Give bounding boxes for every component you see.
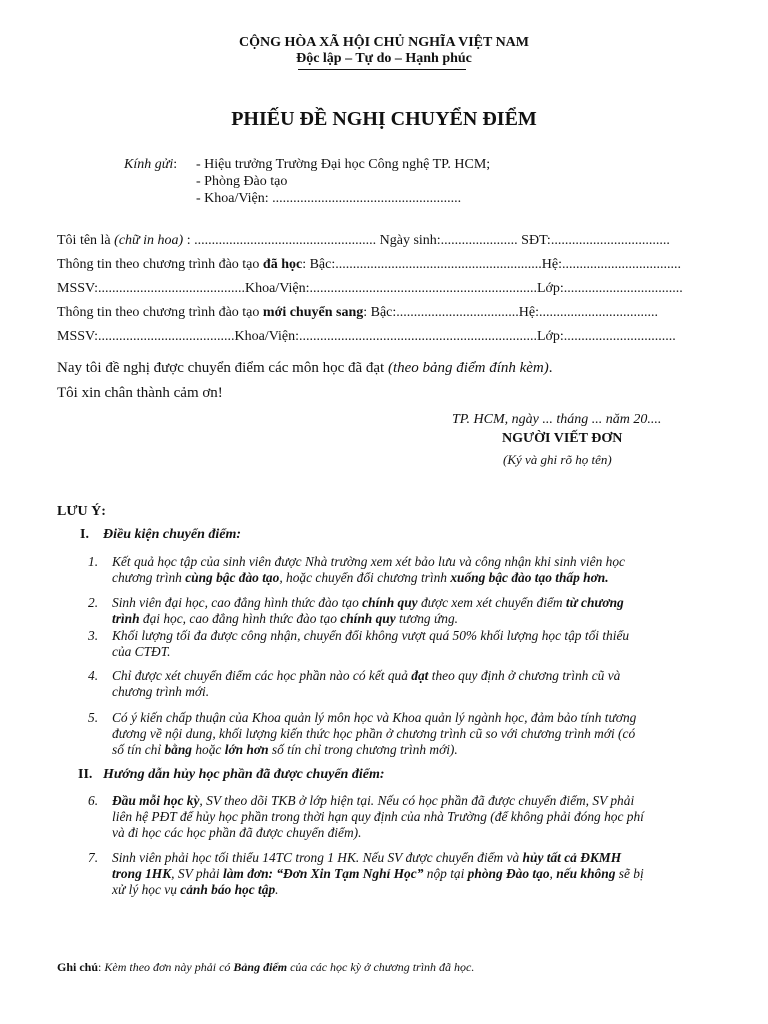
- old-program-prefix: Thông tin theo chương trình đào tạo: [57, 257, 263, 272]
- thanks-text: Tôi xin chân thành cảm ơn!: [57, 385, 223, 401]
- note-item-7-bold-g: phòng Đào tạo: [467, 866, 550, 881]
- note-item-1-number: 1.: [88, 554, 99, 569]
- request-italic: (theo bảng điểm đính kèm): [387, 360, 549, 376]
- note-item-5-bold-b: bằng: [164, 742, 192, 757]
- note-item-7-bold-i: nếu không: [556, 866, 616, 881]
- old-program-bold: đã học: [262, 257, 303, 272]
- note-item-7-bold-e: làm đơn: “Đơn Xin Tạm Nghỉ Học”: [223, 866, 424, 881]
- notes-heading: LƯU Ý:: [57, 504, 106, 519]
- form-line-new-program: [57, 305, 658, 321]
- new-program-prefix: Thông tin theo chương trình đào tạo: [57, 305, 263, 320]
- recipients-label: [124, 157, 177, 173]
- note-item-2-bold-d: từ chương: [565, 595, 624, 610]
- signer-title: NGƯỜI VIẾT ĐƠN: [502, 431, 623, 446]
- footnote: [57, 960, 474, 975]
- recipients-colon: :: [173, 157, 178, 172]
- form-line-old-mssv: MSSV:..........................................Khoa/Viện:.................................................................Lớp:..................................: [57, 281, 683, 296]
- new-program-bold: mới chuyển sang: [262, 305, 364, 320]
- note-item-2-bold-g: chính quy: [340, 611, 396, 626]
- name-rest: : .................................................... Ngày sinh:...................... SĐT:..................................: [183, 233, 670, 248]
- note-item-1-text-c: , hoặc chuyển đổi chương trình: [279, 570, 451, 585]
- name-prefix: Tôi tên là: [57, 233, 111, 248]
- place-date: TP. HCM, ngày ... tháng ... năm 20....: [452, 412, 662, 427]
- note-item-5-line-1: Có ý kiến chấp thuận của Khoa quản lý môn học và Khoa quản lý ngành học, đảm bảo tính tương: [112, 710, 637, 725]
- old-program-rest: : Bậc:...........................................................Hệ:..................................: [302, 257, 681, 272]
- note-item-6-line-1: [112, 793, 736, 809]
- note-item-2-number: 2.: [88, 595, 99, 610]
- note-item-7-bold-b: hủy tất cả ĐKMH: [522, 850, 622, 865]
- note-item-6-bold-a: Đầu mỗi học kỳ: [112, 793, 200, 808]
- name-hint: (chữ in hoa): [114, 233, 184, 248]
- section-2-title: Hướng dẫn hủy học phần đã được chuyển điểm:: [103, 767, 385, 782]
- note-item-2-bold-e: trình: [112, 611, 140, 626]
- note-item-7: [88, 850, 736, 900]
- note-item-7-text-k: xử lý học vụ: [112, 882, 181, 897]
- note-item-2: [88, 595, 736, 629]
- note-item-1-bold-d: xuống bậc đào tạo thấp hơn.: [450, 570, 609, 585]
- form-line-old-program: [57, 257, 681, 273]
- note-item-2-line-1: [112, 595, 736, 611]
- note-item-7-bold-c: trong 1HK: [112, 866, 172, 881]
- note-item-2-text-f: đại học, cao đẳng hình thức đào tạo: [139, 611, 341, 626]
- note-item-4-text-c: theo quy định ở chương trình cũ và: [428, 668, 621, 683]
- footnote-text-c: của các học kỳ ở chương trình đã học.: [287, 960, 475, 974]
- note-item-5-text-e: số tín chỉ trong chương trình mới).: [268, 742, 458, 757]
- recipient-3: - Khoa/Viện: ......................................................: [196, 191, 462, 206]
- note-item-2-text-h: tương ứng.: [395, 611, 459, 626]
- note-item-3-line-2: của CTĐT.: [112, 644, 171, 659]
- request-text: [57, 360, 553, 377]
- note-item-3-number: 3.: [88, 628, 99, 643]
- note-item-1: [88, 554, 736, 588]
- note-item-5-text-c: hoặc: [192, 742, 225, 757]
- note-item-4-line-1: [112, 668, 736, 684]
- new-program-rest: : Bậc:...................................Hệ:..................................: [363, 305, 658, 320]
- note-item-2-bold-b: chính quy: [362, 595, 418, 610]
- national-motto: Độc lập – Tự do – Hạnh phúc: [296, 51, 472, 66]
- note-item-1-line-1: Kết quả học tập của sinh viên được Nhà trường xem xét bảo lưu và công nhận khi sinh viên học: [112, 554, 625, 569]
- signature-note: (Ký và ghi rõ họ tên): [503, 452, 612, 467]
- note-item-7-line-2: [112, 866, 736, 882]
- footnote-label: Ghi chú: [57, 960, 99, 974]
- recipient-2: - Phòng Đào tạo: [196, 174, 288, 189]
- note-item-3-line-1: Khối lượng tối đa được công nhận, chuyển đổi không vượt quá 50% khối lượng học tập tối thiểu: [112, 628, 630, 643]
- note-item-4-text-a: Chỉ được xét chuyển điểm các học phần nào có kết quả: [112, 668, 412, 683]
- note-item-5: [88, 710, 736, 760]
- request-end: .: [548, 360, 553, 376]
- note-item-7-text-d: , SV phải: [171, 866, 224, 881]
- note-item-2-text-c: được xem xét chuyển điểm: [417, 595, 566, 610]
- request-main: Nay tôi đề nghị được chuyển điểm các môn học đã đạt: [57, 360, 388, 376]
- note-item-6-line-3: và đi học các học phần đã được chuyển điểm).: [112, 825, 362, 840]
- form-line-name: [57, 233, 670, 249]
- note-item-7-text-j: sẽ bị: [615, 866, 644, 881]
- note-item-1-bold-b: cùng bậc đào tạo: [185, 570, 280, 585]
- note-item-5-number: 5.: [88, 710, 99, 725]
- note-item-7-line-1: [112, 850, 736, 866]
- note-item-7-text-h: ,: [549, 866, 557, 881]
- national-title: CỘNG HÒA XÃ HỘI CHỦ NGHĨA VIỆT NAM: [238, 35, 529, 50]
- page-title: PHIẾU ĐỀ NGHỊ CHUYỂN ĐIỂM: [231, 108, 537, 130]
- footnote-bold: Bảng điểm: [233, 960, 288, 974]
- form-line-new-mssv: MSSV:.......................................Khoa/Viện:....................................................................Lớp:................................: [57, 329, 676, 344]
- note-item-6-line-2: liên hệ PĐT để hủy học phần trong thời hạn quy định của nhà Trường (để không phải đóng học phí: [112, 809, 644, 824]
- note-item-7-text-a: Sinh viên phải học tối thiểu 14TC trong 1 HK. Nếu SV được chuyển điểm và: [112, 850, 523, 865]
- note-item-4: [88, 668, 736, 702]
- note-item-2-text-a: Sinh viên đại học, cao đẳng hình thức đào tạo: [112, 595, 363, 610]
- note-item-1-line-2: [112, 570, 736, 586]
- note-item-6-text-b: , SV theo dõi TKB ở lớp hiện tại. Nếu có học phần đã được chuyển điểm, SV phải: [199, 793, 635, 808]
- footnote-sep: :: [98, 960, 105, 974]
- section-1-title: Điều kiện chuyển điểm:: [103, 527, 242, 542]
- note-item-5-bold-d: lớn hơn: [224, 742, 269, 757]
- note-item-1-text-a: chương trình: [112, 570, 186, 585]
- note-item-7-text-m: .: [275, 882, 279, 897]
- note-item-4-line-2: chương trình mới.: [112, 684, 210, 699]
- note-item-4-bold-b: đạt: [411, 668, 429, 683]
- note-item-3: [88, 628, 736, 662]
- note-item-7-text-f: nộp tại: [423, 866, 468, 881]
- note-item-6: [88, 793, 736, 843]
- note-item-7-number: 7.: [88, 850, 99, 865]
- section-2-number: II.: [78, 767, 93, 782]
- motto-underline: [298, 69, 466, 70]
- note-item-7-line-3: [112, 882, 736, 898]
- note-item-6-number: 6.: [88, 793, 99, 808]
- note-item-4-number: 4.: [88, 668, 99, 683]
- note-item-5-line-2: đương về nội dung, khối lượng kiến thức học phần ở chương trình cũ so với chương trình mới (có: [112, 726, 636, 741]
- note-item-2-line-2: [112, 611, 736, 627]
- note-item-5-line-3: [112, 742, 736, 758]
- note-item-7-bold-l: cảnh báo học tập: [180, 882, 276, 897]
- footnote-text-a: Kèm theo đơn này phải có: [104, 960, 234, 974]
- recipient-1: - Hiệu trưởng Trường Đại học Công nghệ TP. HCM;: [196, 157, 491, 172]
- section-1-number: I.: [80, 527, 89, 542]
- note-item-5-text-a: số tín chỉ: [112, 742, 165, 757]
- recipients-label-text: Kính gửi: [124, 157, 174, 172]
